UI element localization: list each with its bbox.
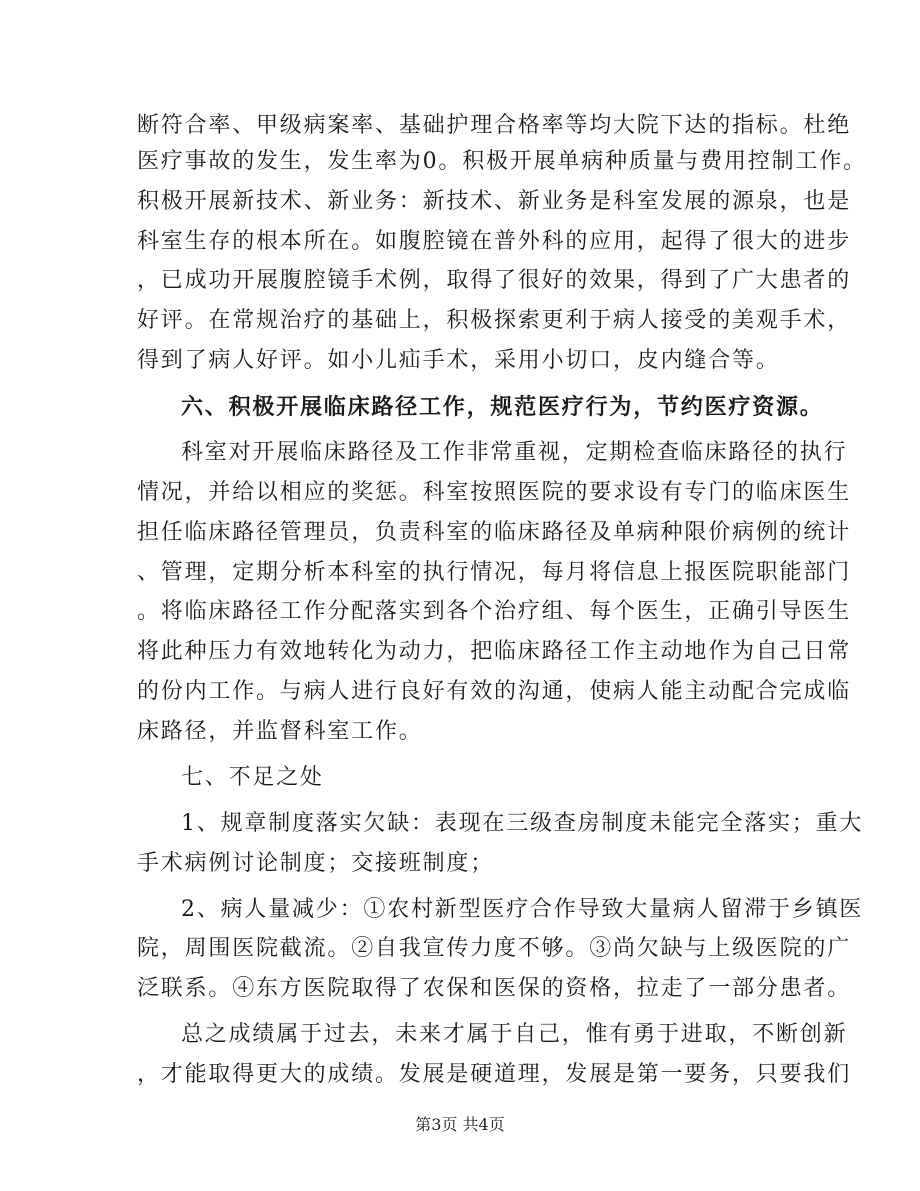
body-line: 情况，并给以相应的奖惩。科室按照医院的要求设有专门的临床医生 [137,480,852,505]
body-line: 得到了病人好评。如小儿疝手术，采用小切口，皮内缝合等。 [137,348,780,373]
body-line: 、管理，定期分析本科室的执行情况，每月将信息上报医院职能部门 [137,560,852,585]
section-heading: 七、不足之处 [181,765,324,790]
body-line: 科室生存的根本所在。如腹腔镜在普外科的应用，起得了很大的进步 [137,229,852,254]
body-line: 担任临床路径管理员，负责科室的临床路径及单病种限价病例的统计 [137,520,852,545]
body-line: 医疗事故的发生，发生率为0。积极开展单病种质量与费用控制工作。 [137,149,867,174]
body-line: 泛联系。④东方医院取得了农保和医保的资格，拉走了一部分患者。 [137,976,852,1001]
body-line: 。将临床路径工作分配落实到各个治疗组、每个医生，正确引导医生 [137,599,852,624]
body-line: 手术病例讨论制度；交接班制度； [137,851,495,876]
body-line: 院，周围医院截流。②自我宣传力度不够。③尚欠缺与上级医院的广 [137,936,852,961]
page-number-footer: 第3页 共4页 [415,1115,505,1134]
body-line: 床路径，并监督科室工作。 [137,719,423,744]
body-line: 积极开展新技术、新业务：新技术、新业务是科室发展的源泉，也是 [137,189,852,214]
body-line: 2、病人量减少：①农村新型医疗合作导致大量病人留滞于乡镇医 [181,897,864,922]
body-line: 将此种压力有效地转化为动力，把临床路径工作主动地作为自己日常 [137,639,852,664]
body-line: ，才能取得更大的成绩。发展是硬道理，发展是第一要务，只要我们 [137,1062,852,1087]
body-line: 断符合率、甲级病案率、基础护理合格率等均大院下达的指标。杜绝 [137,113,852,138]
body-line: ，已成功开展腹腔镜手术例，取得了很好的效果，得到了广大患者的 [137,268,852,293]
body-line: 总之成绩属于过去，未来才属于自己，惟有勇于进取，不断创新 [181,1022,848,1047]
body-line: 好评。在常规治疗的基础上，积极探索更利于病人接受的美观手术， [137,308,852,333]
body-line: 科室对开展临床路径及工作非常重视，定期检查临床路径的执行 [181,440,848,465]
body-line: 的份内工作。与病人进行良好有效的沟通，使病人能主动配合完成临 [137,679,852,704]
body-line: 1、规章制度落实欠缺：表现在三级查房制度未能完全落实；重大 [181,811,864,836]
section-heading: 六、积极开展临床路径工作，规范医疗行为，节约医疗资源。 [181,394,824,420]
